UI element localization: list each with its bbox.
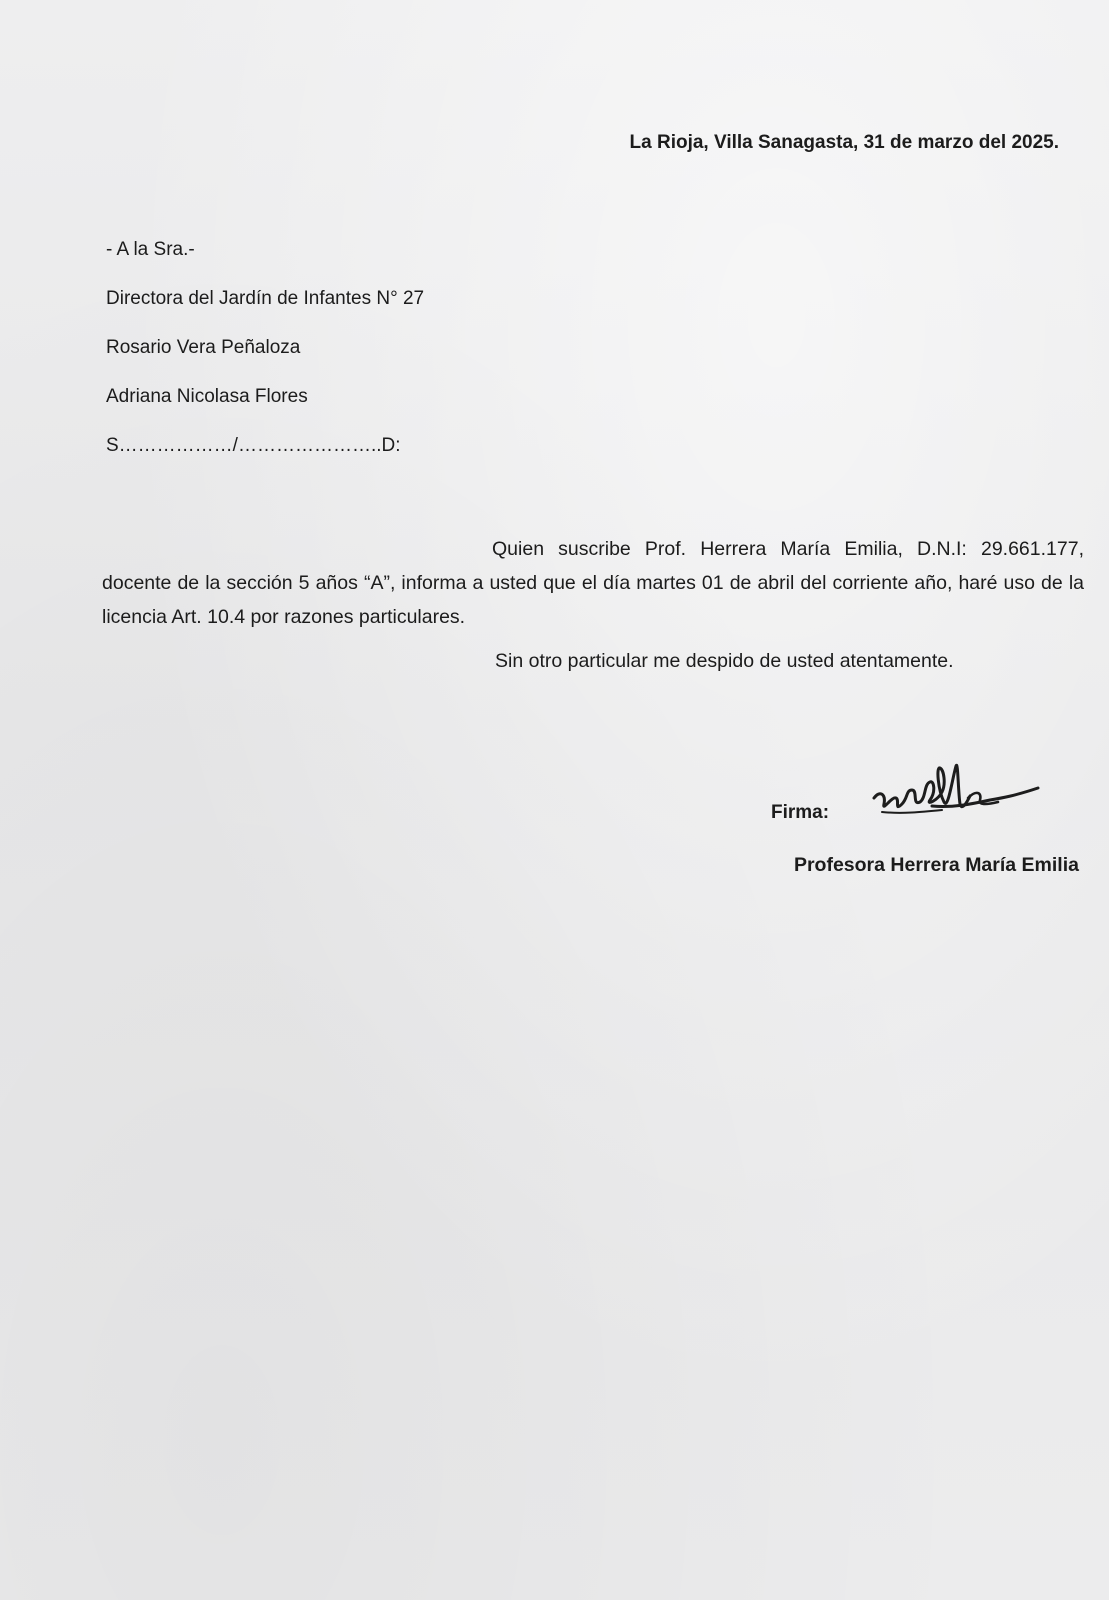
address-line-sd: S………………/…………………..D:	[106, 435, 401, 456]
letter-body: Quien suscribe Prof. Herrera María Emilia, D.N.I: 29.661.177, docente de la sección 5 años “A”, informa a usted que el día martes 01 de abril del corriente año, haré uso de la licencia Art. 10.4 por razones particulares.	[102, 538, 1084, 628]
address-line-position: Directora del Jardín de Infantes N° 27	[106, 288, 425, 309]
address-line-institution: Rosario Vera Peñaloza	[106, 337, 301, 358]
signature-label: Firma:	[771, 802, 830, 823]
address-line-recipient: Adriana Nicolasa Flores	[106, 386, 308, 407]
address-line-salutation: - A la Sra.-	[106, 239, 195, 260]
date-line: La Rioja, Villa Sanagasta, 31 de marzo del 2025.	[629, 132, 1059, 153]
handwritten-signature-icon	[872, 760, 1042, 830]
closing-line: Sin otro particular me despido de usted atentamente.	[495, 650, 954, 672]
signer-name: Profesora Herrera María Emilia	[793, 854, 1079, 876]
